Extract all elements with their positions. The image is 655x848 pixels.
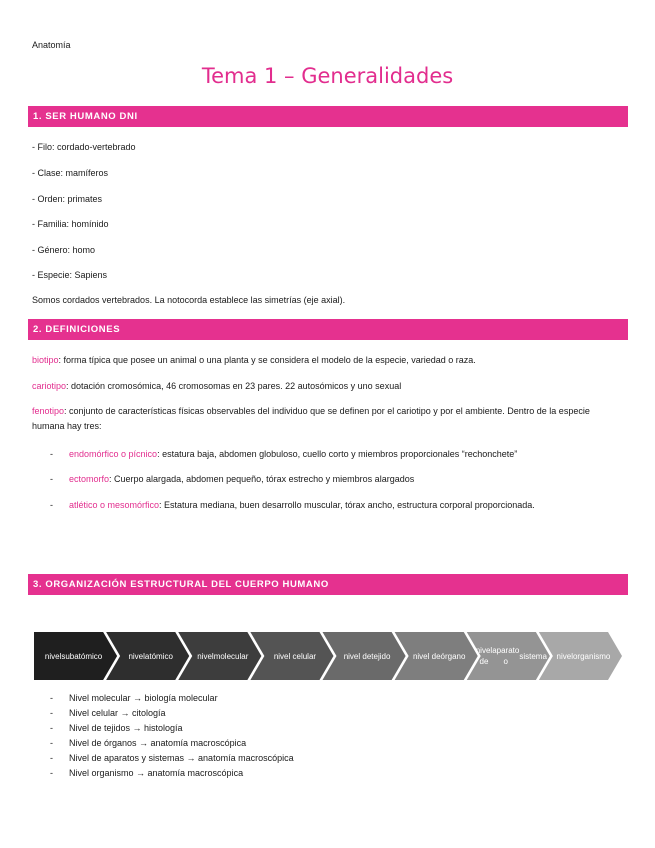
organization-levels-diagram xyxy=(34,632,622,680)
level-label: nivel organismo xyxy=(556,651,611,661)
bullet-dash: - xyxy=(50,449,53,459)
body-type-term: atlético o mesomórfico xyxy=(69,500,160,510)
section-heading-ser-humano: 1. SER HUMANO DNI xyxy=(28,106,628,127)
bullet-dash: - xyxy=(50,723,53,733)
bullet-dash: - xyxy=(50,500,53,510)
definition-fenotipo xyxy=(32,404,607,434)
section-heading-definiciones: 2. DEFINICIONES xyxy=(28,319,628,340)
definition-cariotipo xyxy=(32,381,401,391)
taxonomy-item: - Clase: mamíferos xyxy=(32,168,109,178)
level-label: nivel molecular xyxy=(197,651,249,661)
document-title: Tema 1 – Generalidades xyxy=(201,64,454,88)
bullet-dash: - xyxy=(50,474,53,484)
level-label: nivel de órgano xyxy=(412,651,466,661)
level-discipline-item: Nivel de aparatos y sistemas → anatomía macroscópica xyxy=(69,753,294,763)
body-type-text: : Estatura mediana, buen desarrollo muscular, tórax ancho, estructura corporal proporcionada. xyxy=(159,500,535,510)
taxonomy-item: - Filo: cordado-vertebrado xyxy=(32,142,136,152)
bullet-dash: - xyxy=(50,693,53,703)
taxonomy-item: - Familia: homínido xyxy=(32,219,109,229)
body-type-text: : estatura baja, abdomen globuloso, cuello corto y miembros proporcionales “rechonchete” xyxy=(157,449,518,459)
level-label: nivel de aparato o sistema xyxy=(475,646,547,666)
section-note: Somos cordados vertebrados. La notocorda establece las simetrías (eje axial). xyxy=(32,295,346,305)
taxonomy-item: - Género: homo xyxy=(32,245,96,255)
section-heading-organizacion: 3. ORGANIZACIÓN ESTRUCTURAL DEL CUERPO HUMANO xyxy=(28,574,628,595)
bullet-dash: - xyxy=(50,738,53,748)
level-label: nivel de tejido xyxy=(343,651,391,661)
bullet-dash: - xyxy=(50,708,53,718)
document-header-label: Anatomía xyxy=(32,40,71,50)
body-type-ectomorfo xyxy=(69,474,414,484)
body-type-term: endomórfico o pícnico xyxy=(69,449,158,459)
definition-biotipo xyxy=(32,355,476,365)
level-discipline-item: Nivel celular → citología xyxy=(69,708,166,718)
bullet-dash: - xyxy=(50,753,53,763)
definition-text: : dotación cromosómica, 46 cromosomas en 23 pares. 22 autosómicos y uno sexual xyxy=(66,381,402,391)
bullet-dash: - xyxy=(50,768,53,778)
body-type-term: ectomorfo xyxy=(69,474,110,484)
body-type-mesomorfico xyxy=(69,500,535,510)
body-type-endomorfico xyxy=(69,449,517,459)
level-discipline-item: Nivel organismo → anatomía macroscópica xyxy=(69,768,244,778)
definition-term: fenotipo xyxy=(32,406,65,416)
level-label: nivel atómico xyxy=(128,651,173,661)
definition-text: : forma típica que posee un animal o una planta y se considera el modelo de la especie, variedad o raza. xyxy=(58,355,476,365)
taxonomy-item: - Especie: Sapiens xyxy=(32,270,108,280)
taxonomy-item: - Orden: primates xyxy=(32,194,103,204)
definition-term: cariotipo xyxy=(32,381,67,391)
body-type-text: : Cuerpo alargada, abdomen pequeño, tórax estrecho y miembros alargados xyxy=(109,474,415,484)
level-label: nivel subatómico xyxy=(44,651,103,661)
definition-term: biotipo xyxy=(32,355,59,365)
level-label: nivel celular xyxy=(273,651,317,661)
definition-text: : conjunto de características físicas observables del individuo que se definen por el cariotipo y por el ambiente. Dentro de la especie humana hay tres: xyxy=(32,406,590,431)
level-discipline-item: Nivel molecular → biología molecular xyxy=(69,693,218,703)
level-discipline-item: Nivel de órganos → anatomía macroscópica xyxy=(69,738,247,748)
level-discipline-item: Nivel de tejidos → histología xyxy=(69,723,183,733)
